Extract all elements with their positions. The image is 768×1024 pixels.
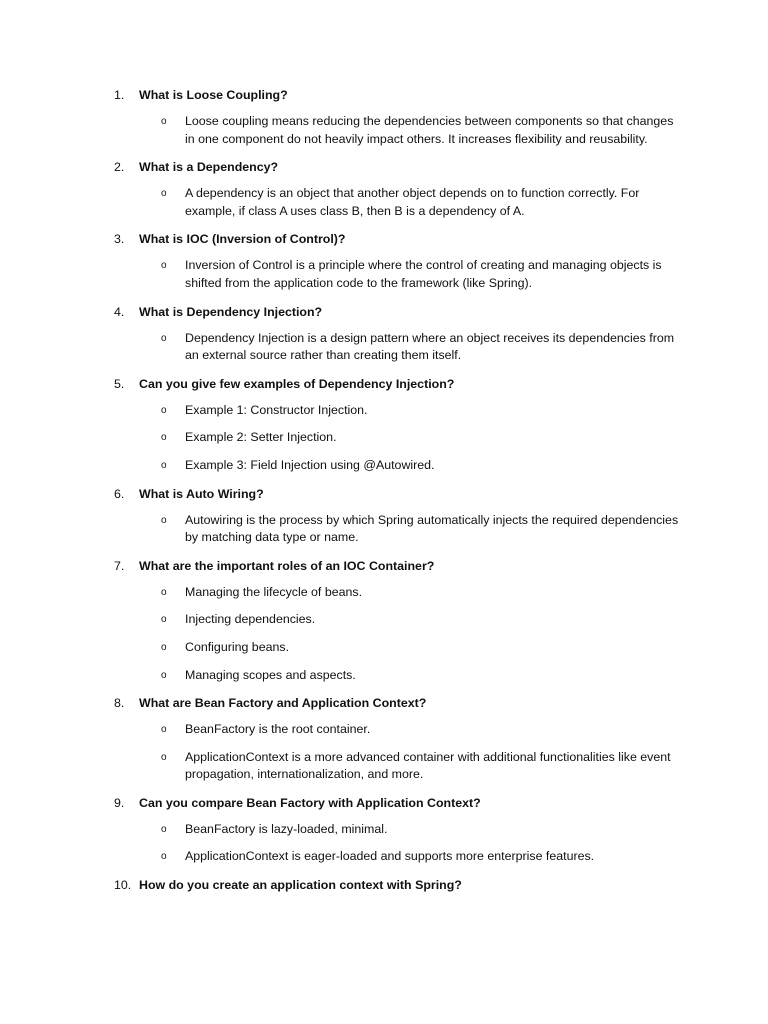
qa-item-4 <box>114 303 684 365</box>
answer-text-5-1: Example 1: Constructor Injection. <box>185 402 368 417</box>
answer-item-1-1 <box>161 113 684 148</box>
answer-text-8-1: BeanFactory is the root container. <box>185 722 371 737</box>
answer-list-7 <box>161 584 684 684</box>
qa-item-9 <box>114 794 684 866</box>
answer-list-6 <box>161 512 684 547</box>
answer-text-6-1: Autowiring is the process by which Spring automatically injects the required dependencies by matching data type or name. <box>185 512 679 545</box>
question-text-1: What is Loose Coupling? <box>139 88 288 102</box>
question-number-1: 1. <box>114 88 125 102</box>
answer-text-8-2: ApplicationContext is a more advanced container with additional functionalities like event propagation, internationalization, and more. <box>185 749 671 782</box>
answer-item-7-2 <box>161 611 684 629</box>
hollow-bullet-icon: o <box>161 669 167 681</box>
question-text-10: How do you create an application context with Spring? <box>139 878 462 893</box>
answer-item-2-1 <box>161 185 684 220</box>
hollow-bullet-icon: o <box>161 586 167 598</box>
hollow-bullet-icon: o <box>161 724 167 736</box>
question-8 <box>114 694 684 712</box>
answer-text-3-1: Inversion of Control is a principle where the control of creating and managing objects is shifted from the application code to the framework (like Spring). <box>185 258 662 290</box>
qa-item-6 <box>114 485 684 547</box>
question-text-8: What are Bean Factory and Application Context? <box>139 696 427 711</box>
question-number-5: 5. <box>114 376 125 391</box>
answer-text-7-2: Injecting dependencies. <box>185 612 316 627</box>
answer-list-9 <box>161 821 684 866</box>
qa-item-2 <box>114 158 684 220</box>
question-text-3: What is IOC (Inversion of Control)? <box>139 232 346 247</box>
question-number-3: 3. <box>114 232 125 247</box>
question-text-5: Can you give few examples of Dependency Injection? <box>139 376 455 391</box>
answer-text-9-2: ApplicationContext is eager-loaded and supports more enterprise features. <box>185 849 595 864</box>
answer-item-7-1 <box>161 584 684 602</box>
hollow-bullet-icon: o <box>161 188 167 200</box>
hollow-bullet-icon: o <box>161 260 167 272</box>
hollow-bullet-icon: o <box>161 823 167 835</box>
answer-text-5-3: Example 3: Field Injection using @Autowired. <box>185 457 435 472</box>
answer-item-7-3 <box>161 639 684 657</box>
question-text-9: Can you compare Bean Factory with Application Context? <box>139 795 481 810</box>
answer-item-9-1 <box>161 821 684 839</box>
answer-item-5-3 <box>161 457 684 475</box>
answer-item-9-2 <box>161 848 684 866</box>
answer-item-6-1 <box>161 512 684 547</box>
hollow-bullet-icon: o <box>161 641 167 653</box>
question-6 <box>114 485 684 503</box>
answer-item-4-1 <box>161 330 684 365</box>
hollow-bullet-icon: o <box>161 851 167 863</box>
question-10 <box>114 876 684 894</box>
question-3 <box>114 230 684 248</box>
qa-item-7 <box>114 557 684 684</box>
hollow-bullet-icon: o <box>161 514 167 526</box>
answer-text-7-4: Managing scopes and aspects. <box>185 667 356 682</box>
answer-text-4-1: Dependency Injection is a design pattern where an object receives its dependencies from an external source rather than creating them itself. <box>185 330 675 363</box>
question-9 <box>114 794 684 812</box>
qa-item-1 <box>114 86 684 148</box>
question-number-10: 10. <box>114 878 132 893</box>
answer-item-8-2 <box>161 749 684 784</box>
answer-text-2-1: A dependency is an object that another object depends on to function correctly. For example, if class A uses class B, then B is a dependency of A. <box>185 186 640 218</box>
question-7 <box>114 557 684 575</box>
answer-text-5-2: Example 2: Setter Injection. <box>185 430 337 445</box>
answer-item-5-2 <box>161 429 684 447</box>
answer-item-7-4 <box>161 667 684 685</box>
question-number-8: 8. <box>114 696 125 711</box>
hollow-bullet-icon: o <box>161 459 167 471</box>
qa-list <box>114 86 684 903</box>
answer-text-7-3: Configuring beans. <box>185 639 290 654</box>
hollow-bullet-icon: o <box>161 332 167 344</box>
question-5 <box>114 375 684 393</box>
answer-list-4 <box>161 330 684 365</box>
question-text-2: What is a Dependency? <box>139 160 279 175</box>
question-2 <box>114 158 684 176</box>
question-number-7: 7. <box>114 558 125 573</box>
answer-list-1 <box>161 113 684 148</box>
question-number-6: 6. <box>114 486 125 501</box>
answer-text-1-1: Loose coupling means reducing the dependencies between components so that changes in one component do not heavily impact others. It increases flexibility and reusability. <box>185 114 674 146</box>
answer-list-3 <box>161 257 684 292</box>
answer-item-5-1 <box>161 402 684 420</box>
question-4 <box>114 303 684 321</box>
hollow-bullet-icon: o <box>161 432 167 444</box>
question-1 <box>114 86 684 104</box>
hollow-bullet-icon: o <box>161 404 167 416</box>
hollow-bullet-icon: o <box>161 116 167 127</box>
hollow-bullet-icon: o <box>161 614 167 626</box>
answer-text-7-1: Managing the lifecycle of beans. <box>185 584 363 599</box>
qa-item-3 <box>114 230 684 292</box>
question-text-7: What are the important roles of an IOC Container? <box>139 558 435 573</box>
answer-item-3-1 <box>161 257 684 292</box>
answer-list-8 <box>161 721 684 784</box>
question-number-2: 2. <box>114 160 125 175</box>
answer-list-5 <box>161 402 684 475</box>
qa-item-8 <box>114 694 684 784</box>
question-number-9: 9. <box>114 795 125 810</box>
qa-item-5 <box>114 375 684 475</box>
question-text-6: What is Auto Wiring? <box>139 486 264 501</box>
answer-text-9-1: BeanFactory is lazy-loaded, minimal. <box>185 821 388 836</box>
question-number-4: 4. <box>114 304 125 319</box>
qa-item-10 <box>114 876 684 894</box>
question-text-4: What is Dependency Injection? <box>139 304 323 319</box>
answer-list-2 <box>161 185 684 220</box>
answer-item-8-1 <box>161 721 684 739</box>
hollow-bullet-icon: o <box>161 751 167 763</box>
